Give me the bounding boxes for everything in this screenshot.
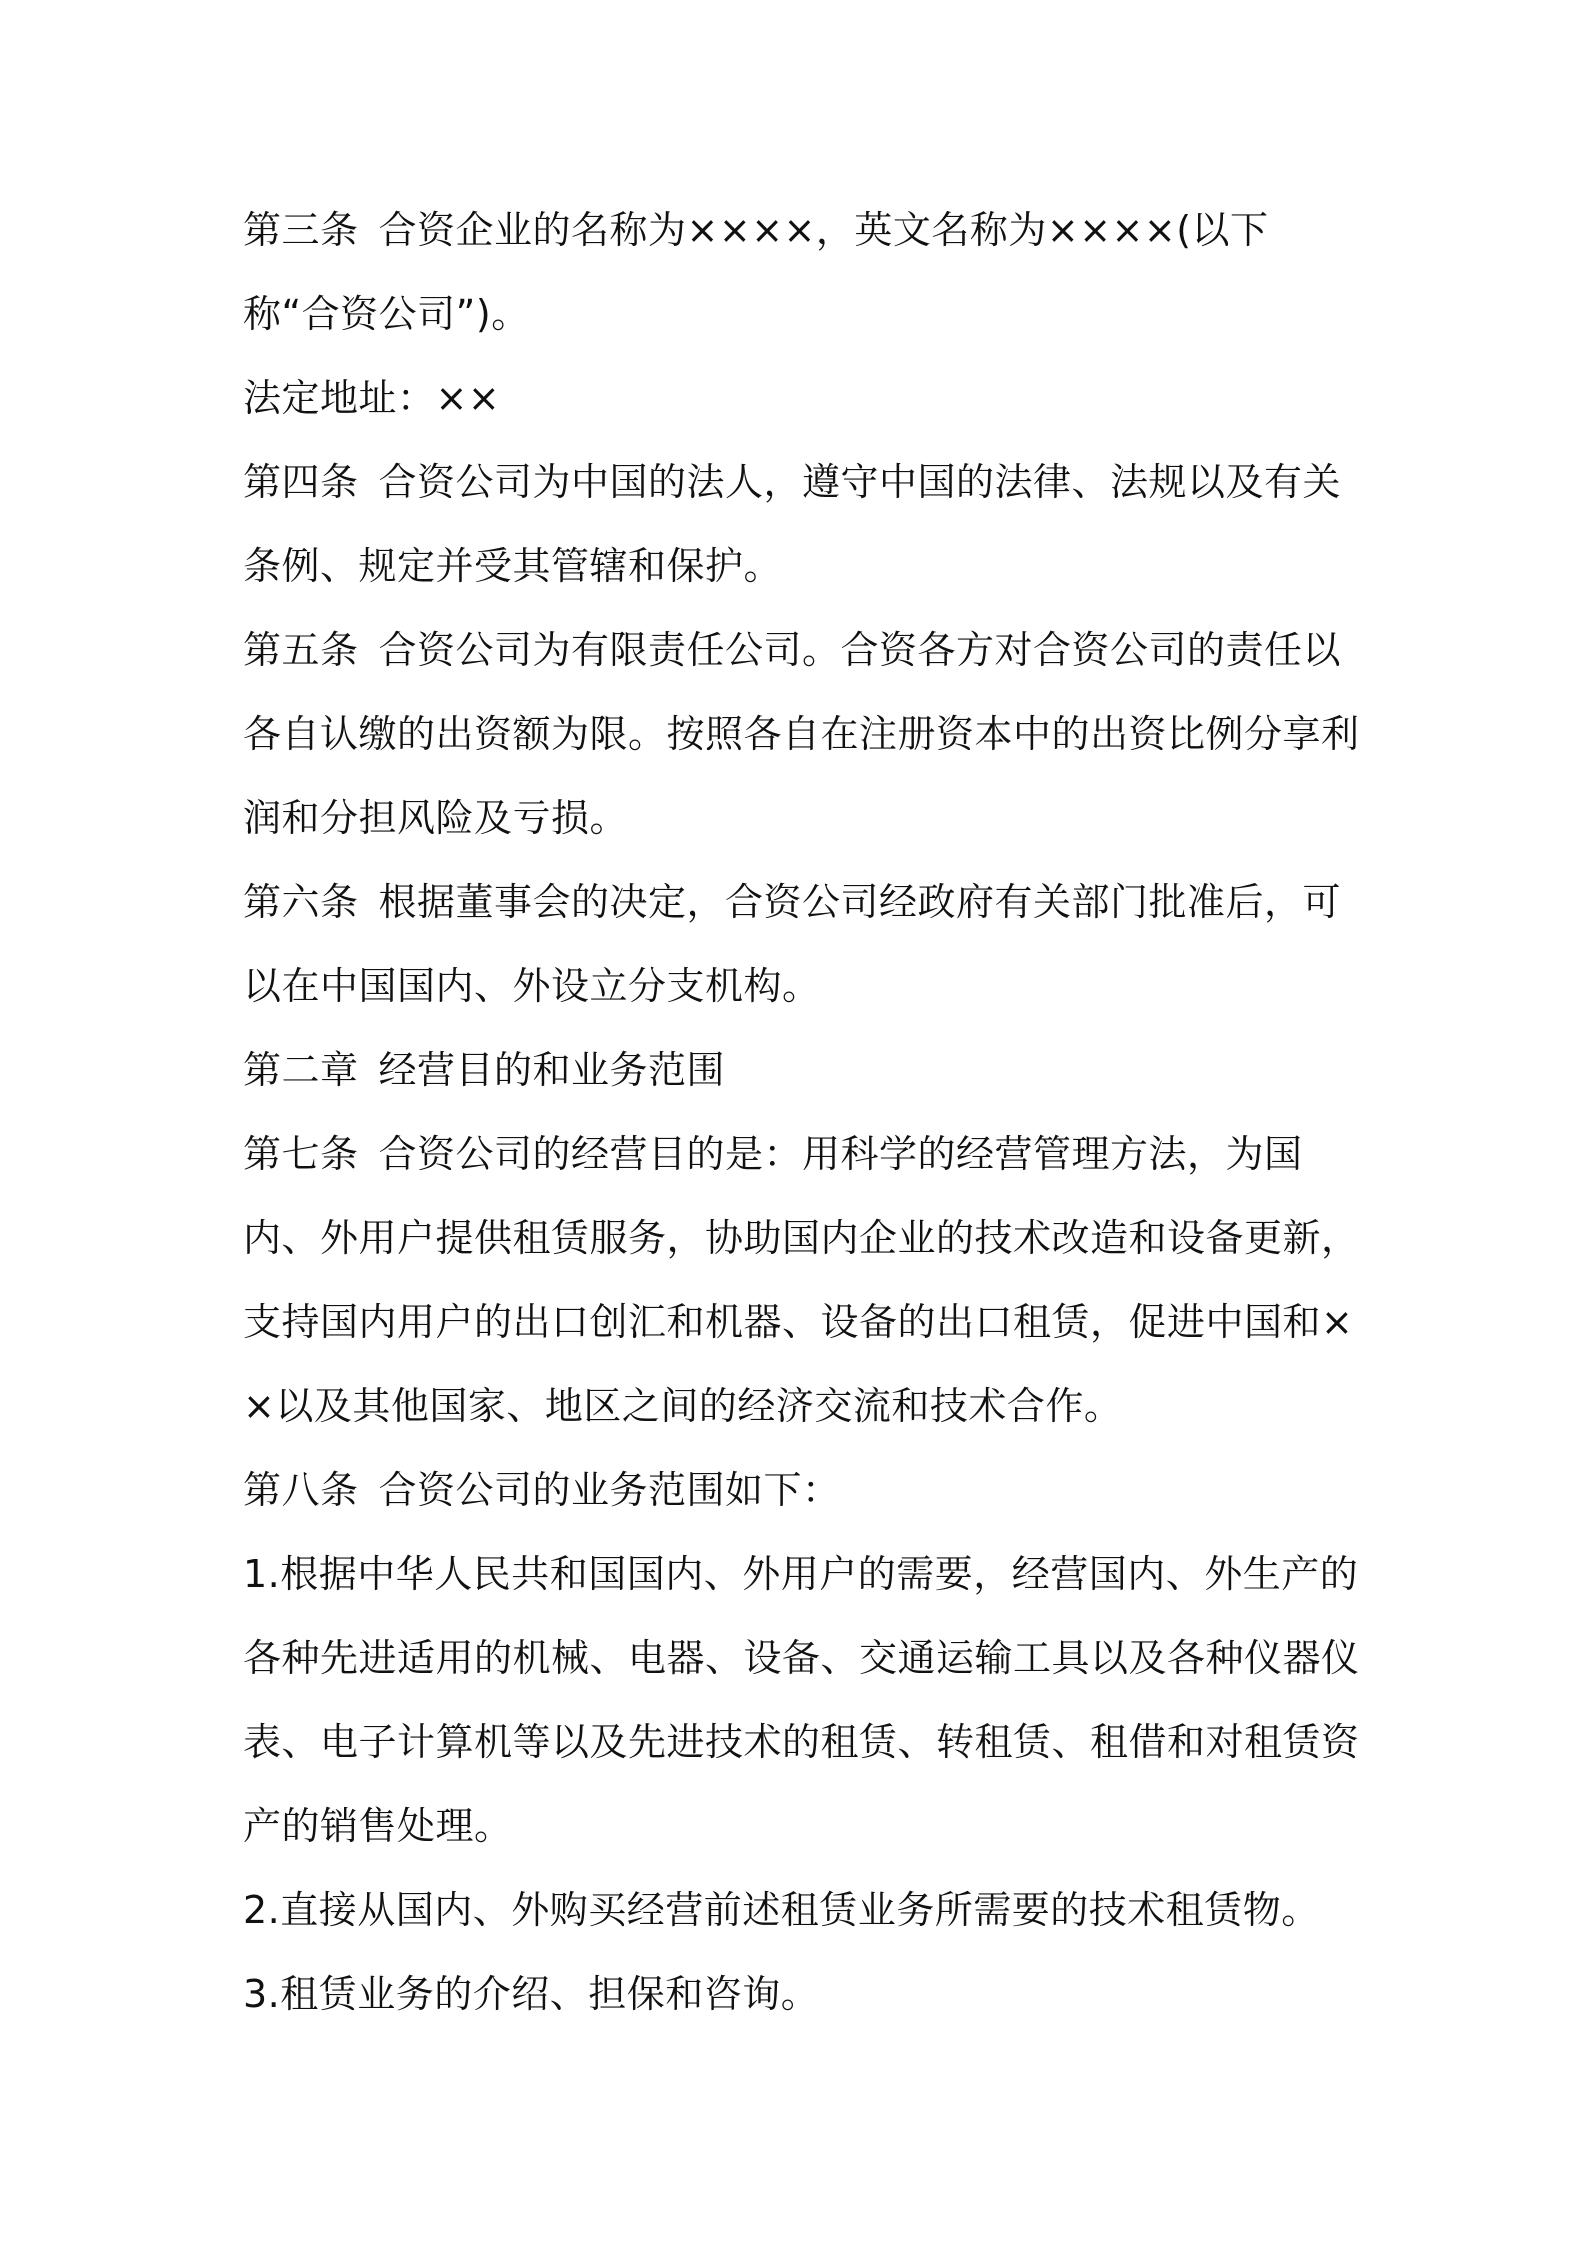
article-text: 合资公司为有限责任公司。合资各方对合资公司的责任以各自认缴的出资额为限。按照各自在注册资本中的出资比例分享利润和分担风险及亏损。 — [243, 628, 1360, 840]
legal-address — [243, 356, 1363, 440]
chapter-title: 经营目的和业务范围 — [378, 1048, 726, 1092]
article-text: 合资公司的经营目的是：用科学的经营管理方法，为国内、外用户提供租赁服务，协助国内企业的技术改造和设备更新，支持国内用户的出口创汇和机器、设备的出口租赁，促进中国和××以及其他国家、地区之间的经济交流和技术合作。 — [243, 1132, 1360, 1428]
document-page — [243, 188, 1363, 2036]
article-text: 合资公司的业务范围如下： — [378, 1468, 841, 1512]
article-6 — [243, 860, 1363, 1028]
list-item-1 — [243, 1532, 1363, 1868]
list-item-text: 1.根据中华人民共和国国内、外用户的需要，经营国内、外生产的各种先进适用的机械、电器、设备、交通运输工具以及各种仪器仪表、电子计算机等以及先进技术的租赁、转租赁、租借和对租赁资产的销售处理。 — [243, 1552, 1360, 1848]
article-label: 第六条 — [243, 880, 359, 924]
article-text: 合资公司为中国的法人，遵守中国的法律、法规以及有关条例、规定并受其管辖和保护。 — [243, 460, 1342, 588]
article-label: 第八条 — [243, 1468, 359, 1512]
article-4 — [243, 440, 1363, 608]
chapter-2-heading — [243, 1028, 1363, 1112]
article-text: 根据董事会的决定，合资公司经政府有关部门批准后，可以在中国国内、外设立分支机构。 — [243, 880, 1342, 1008]
article-5 — [243, 608, 1363, 860]
article-3 — [243, 188, 1363, 356]
list-item-2 — [243, 1868, 1363, 1952]
article-8 — [243, 1448, 1363, 1532]
article-label: 第三条 — [243, 208, 359, 252]
article-label: 第五条 — [243, 628, 359, 672]
article-text: 合资企业的名称为××××，英文名称为××××(以下称“合资公司”)。 — [243, 208, 1269, 336]
legal-address-text: 法定地址：×× — [243, 376, 501, 420]
article-7 — [243, 1112, 1363, 1448]
chapter-label: 第二章 — [243, 1048, 359, 1092]
list-item-3 — [243, 1952, 1363, 2036]
list-item-text: 3.租赁业务的介绍、担保和咨询。 — [243, 1972, 820, 2016]
article-label: 第四条 — [243, 460, 359, 504]
list-item-text: 2.直接从国内、外购买经营前述租赁业务所需要的技术租赁物。 — [243, 1888, 1320, 1932]
article-label: 第七条 — [243, 1132, 359, 1176]
